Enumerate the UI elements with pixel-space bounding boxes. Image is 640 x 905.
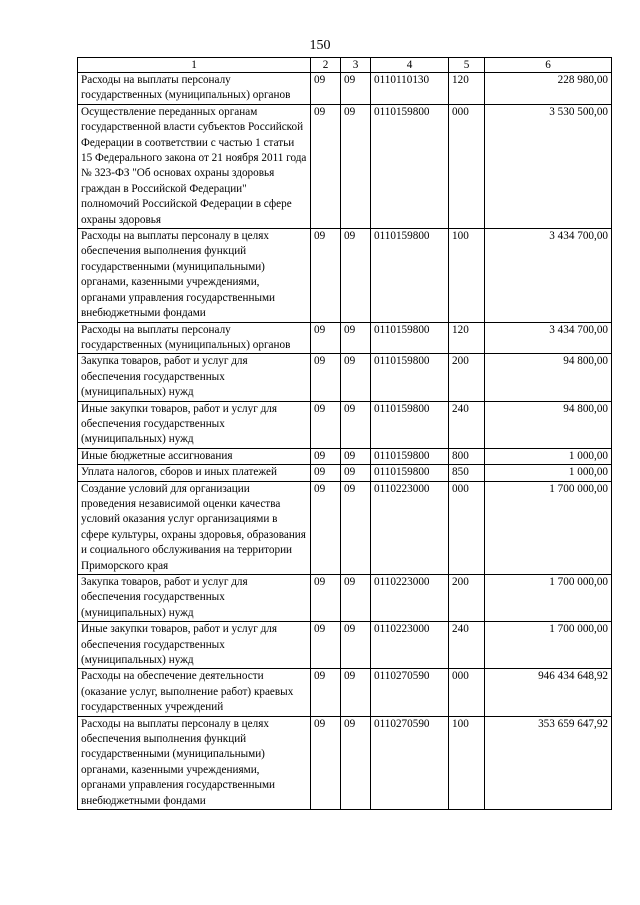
amount-cell: 3 530 500,00 (485, 104, 612, 228)
name-cell: Расходы на выплаты персоналу в целях обеспечения выполнения функций государственными (муниципальными) органами, казенными учреждениями, органами управления государственными внебюджетными фондами (78, 716, 311, 809)
target-article-cell: 0110270590 (371, 669, 449, 716)
target-article-cell: 0110223000 (371, 622, 449, 669)
name-cell: Закупка товаров, работ и услуг для обеспечения государственных (муниципальных) нужд (78, 354, 311, 401)
header-row (78, 58, 612, 73)
amount-cell: 946 434 648,92 (485, 669, 612, 716)
expense-type-cell: 240 (449, 622, 485, 669)
target-article-cell: 0110159800 (371, 401, 449, 448)
table-row (78, 448, 612, 464)
expense-type-cell: 000 (449, 104, 485, 228)
amount-cell: 228 980,00 (485, 73, 612, 105)
subsection-cell: 09 (341, 575, 371, 622)
subsection-cell: 09 (341, 448, 371, 464)
target-article-cell: 0110159800 (371, 229, 449, 322)
target-article-cell: 0110159800 (371, 354, 449, 401)
name-cell: Иные закупки товаров, работ и услуг для обеспечения государственных (муниципальных) нужд (78, 401, 311, 448)
header-cell: 6 (485, 58, 612, 73)
name-cell: Расходы на выплаты персоналу государственных (муниципальных) органов (78, 322, 311, 354)
budget-table (77, 57, 612, 810)
header-cell: 1 (78, 58, 311, 73)
target-article-cell: 0110159800 (371, 465, 449, 481)
expense-type-cell: 200 (449, 354, 485, 401)
name-cell: Осуществление переданных органам государственной власти субъектов Российской Федерации в соответствии с частью 1 статьи 15 Федерального закона от 21 ноября 2011 года № 323-ФЗ "Об основах охраны здоровья граждан в Российской Федерации" полномочий Российской Федерации в сфере охраны здоровья (78, 104, 311, 228)
subsection-cell: 09 (341, 401, 371, 448)
expense-type-cell: 240 (449, 401, 485, 448)
header-cell: 4 (371, 58, 449, 73)
target-article-cell: 0110159800 (371, 322, 449, 354)
name-cell: Расходы на обеспечение деятельности (оказание услуг, выполнение работ) краевых государственных учреждений (78, 669, 311, 716)
name-cell: Расходы на выплаты персоналу в целях обеспечения выполнения функций государственными (муниципальными) органами, казенными учреждениями, органами управления государственными внебюджетными фондами (78, 229, 311, 322)
expense-type-cell: 100 (449, 716, 485, 809)
name-cell: Иные бюджетные ассигнования (78, 448, 311, 464)
subsection-cell: 09 (341, 229, 371, 322)
section-cell: 09 (311, 448, 341, 464)
table-row (78, 401, 612, 448)
table-row (78, 73, 612, 105)
table-row (78, 354, 612, 401)
subsection-cell: 09 (341, 104, 371, 228)
name-cell: Иные закупки товаров, работ и услуг для обеспечения государственных (муниципальных) нужд (78, 622, 311, 669)
expense-type-cell: 120 (449, 73, 485, 105)
subsection-cell: 09 (341, 465, 371, 481)
table-row (78, 669, 612, 716)
name-cell: Расходы на выплаты персоналу государственных (муниципальных) органов (78, 73, 311, 105)
target-article-cell: 0110223000 (371, 575, 449, 622)
expense-type-cell: 800 (449, 448, 485, 464)
table-row (78, 622, 612, 669)
table-row (78, 229, 612, 322)
section-cell: 09 (311, 322, 341, 354)
section-cell: 09 (311, 354, 341, 401)
subsection-cell: 09 (341, 622, 371, 669)
amount-cell: 94 800,00 (485, 354, 612, 401)
table-row (78, 465, 612, 481)
subsection-cell: 09 (341, 669, 371, 716)
table-row (78, 322, 612, 354)
section-cell: 09 (311, 73, 341, 105)
subsection-cell: 09 (341, 354, 371, 401)
section-cell: 09 (311, 401, 341, 448)
amount-cell: 1 700 000,00 (485, 481, 612, 574)
table-row (78, 716, 612, 809)
section-cell: 09 (311, 575, 341, 622)
section-cell: 09 (311, 229, 341, 322)
amount-cell: 1 000,00 (485, 465, 612, 481)
expense-type-cell: 000 (449, 669, 485, 716)
amount-cell: 3 434 700,00 (485, 229, 612, 322)
target-article-cell: 0110110130 (371, 73, 449, 105)
section-cell: 09 (311, 622, 341, 669)
target-article-cell: 0110270590 (371, 716, 449, 809)
section-cell: 09 (311, 481, 341, 574)
expense-type-cell: 200 (449, 575, 485, 622)
amount-cell: 94 800,00 (485, 401, 612, 448)
amount-cell: 1 700 000,00 (485, 575, 612, 622)
table-row (78, 481, 612, 574)
amount-cell: 353 659 647,92 (485, 716, 612, 809)
section-cell: 09 (311, 669, 341, 716)
table-row (78, 575, 612, 622)
header-cell: 2 (311, 58, 341, 73)
header-cell: 5 (449, 58, 485, 73)
expense-type-cell: 100 (449, 229, 485, 322)
name-cell: Уплата налогов, сборов и иных платежей (78, 465, 311, 481)
subsection-cell: 09 (341, 481, 371, 574)
section-cell: 09 (311, 465, 341, 481)
header-cell: 3 (341, 58, 371, 73)
name-cell: Создание условий для организации проведения независимой оценки качества условий оказания услуг организациями в сфере культуры, охраны здоровья, образования и социального обслуживания на территории Приморского края (78, 481, 311, 574)
page-number: 150 (309, 38, 331, 53)
subsection-cell: 09 (341, 73, 371, 105)
target-article-cell: 0110159800 (371, 104, 449, 228)
expense-type-cell: 850 (449, 465, 485, 481)
table-row (78, 104, 612, 228)
expense-type-cell: 120 (449, 322, 485, 354)
name-cell: Закупка товаров, работ и услуг для обеспечения государственных (муниципальных) нужд (78, 575, 311, 622)
section-cell: 09 (311, 716, 341, 809)
amount-cell: 3 434 700,00 (485, 322, 612, 354)
amount-cell: 1 000,00 (485, 448, 612, 464)
target-article-cell: 0110223000 (371, 481, 449, 574)
target-article-cell: 0110159800 (371, 448, 449, 464)
table-body (78, 73, 612, 810)
amount-cell: 1 700 000,00 (485, 622, 612, 669)
expense-type-cell: 000 (449, 481, 485, 574)
subsection-cell: 09 (341, 716, 371, 809)
section-cell: 09 (311, 104, 341, 228)
subsection-cell: 09 (341, 322, 371, 354)
